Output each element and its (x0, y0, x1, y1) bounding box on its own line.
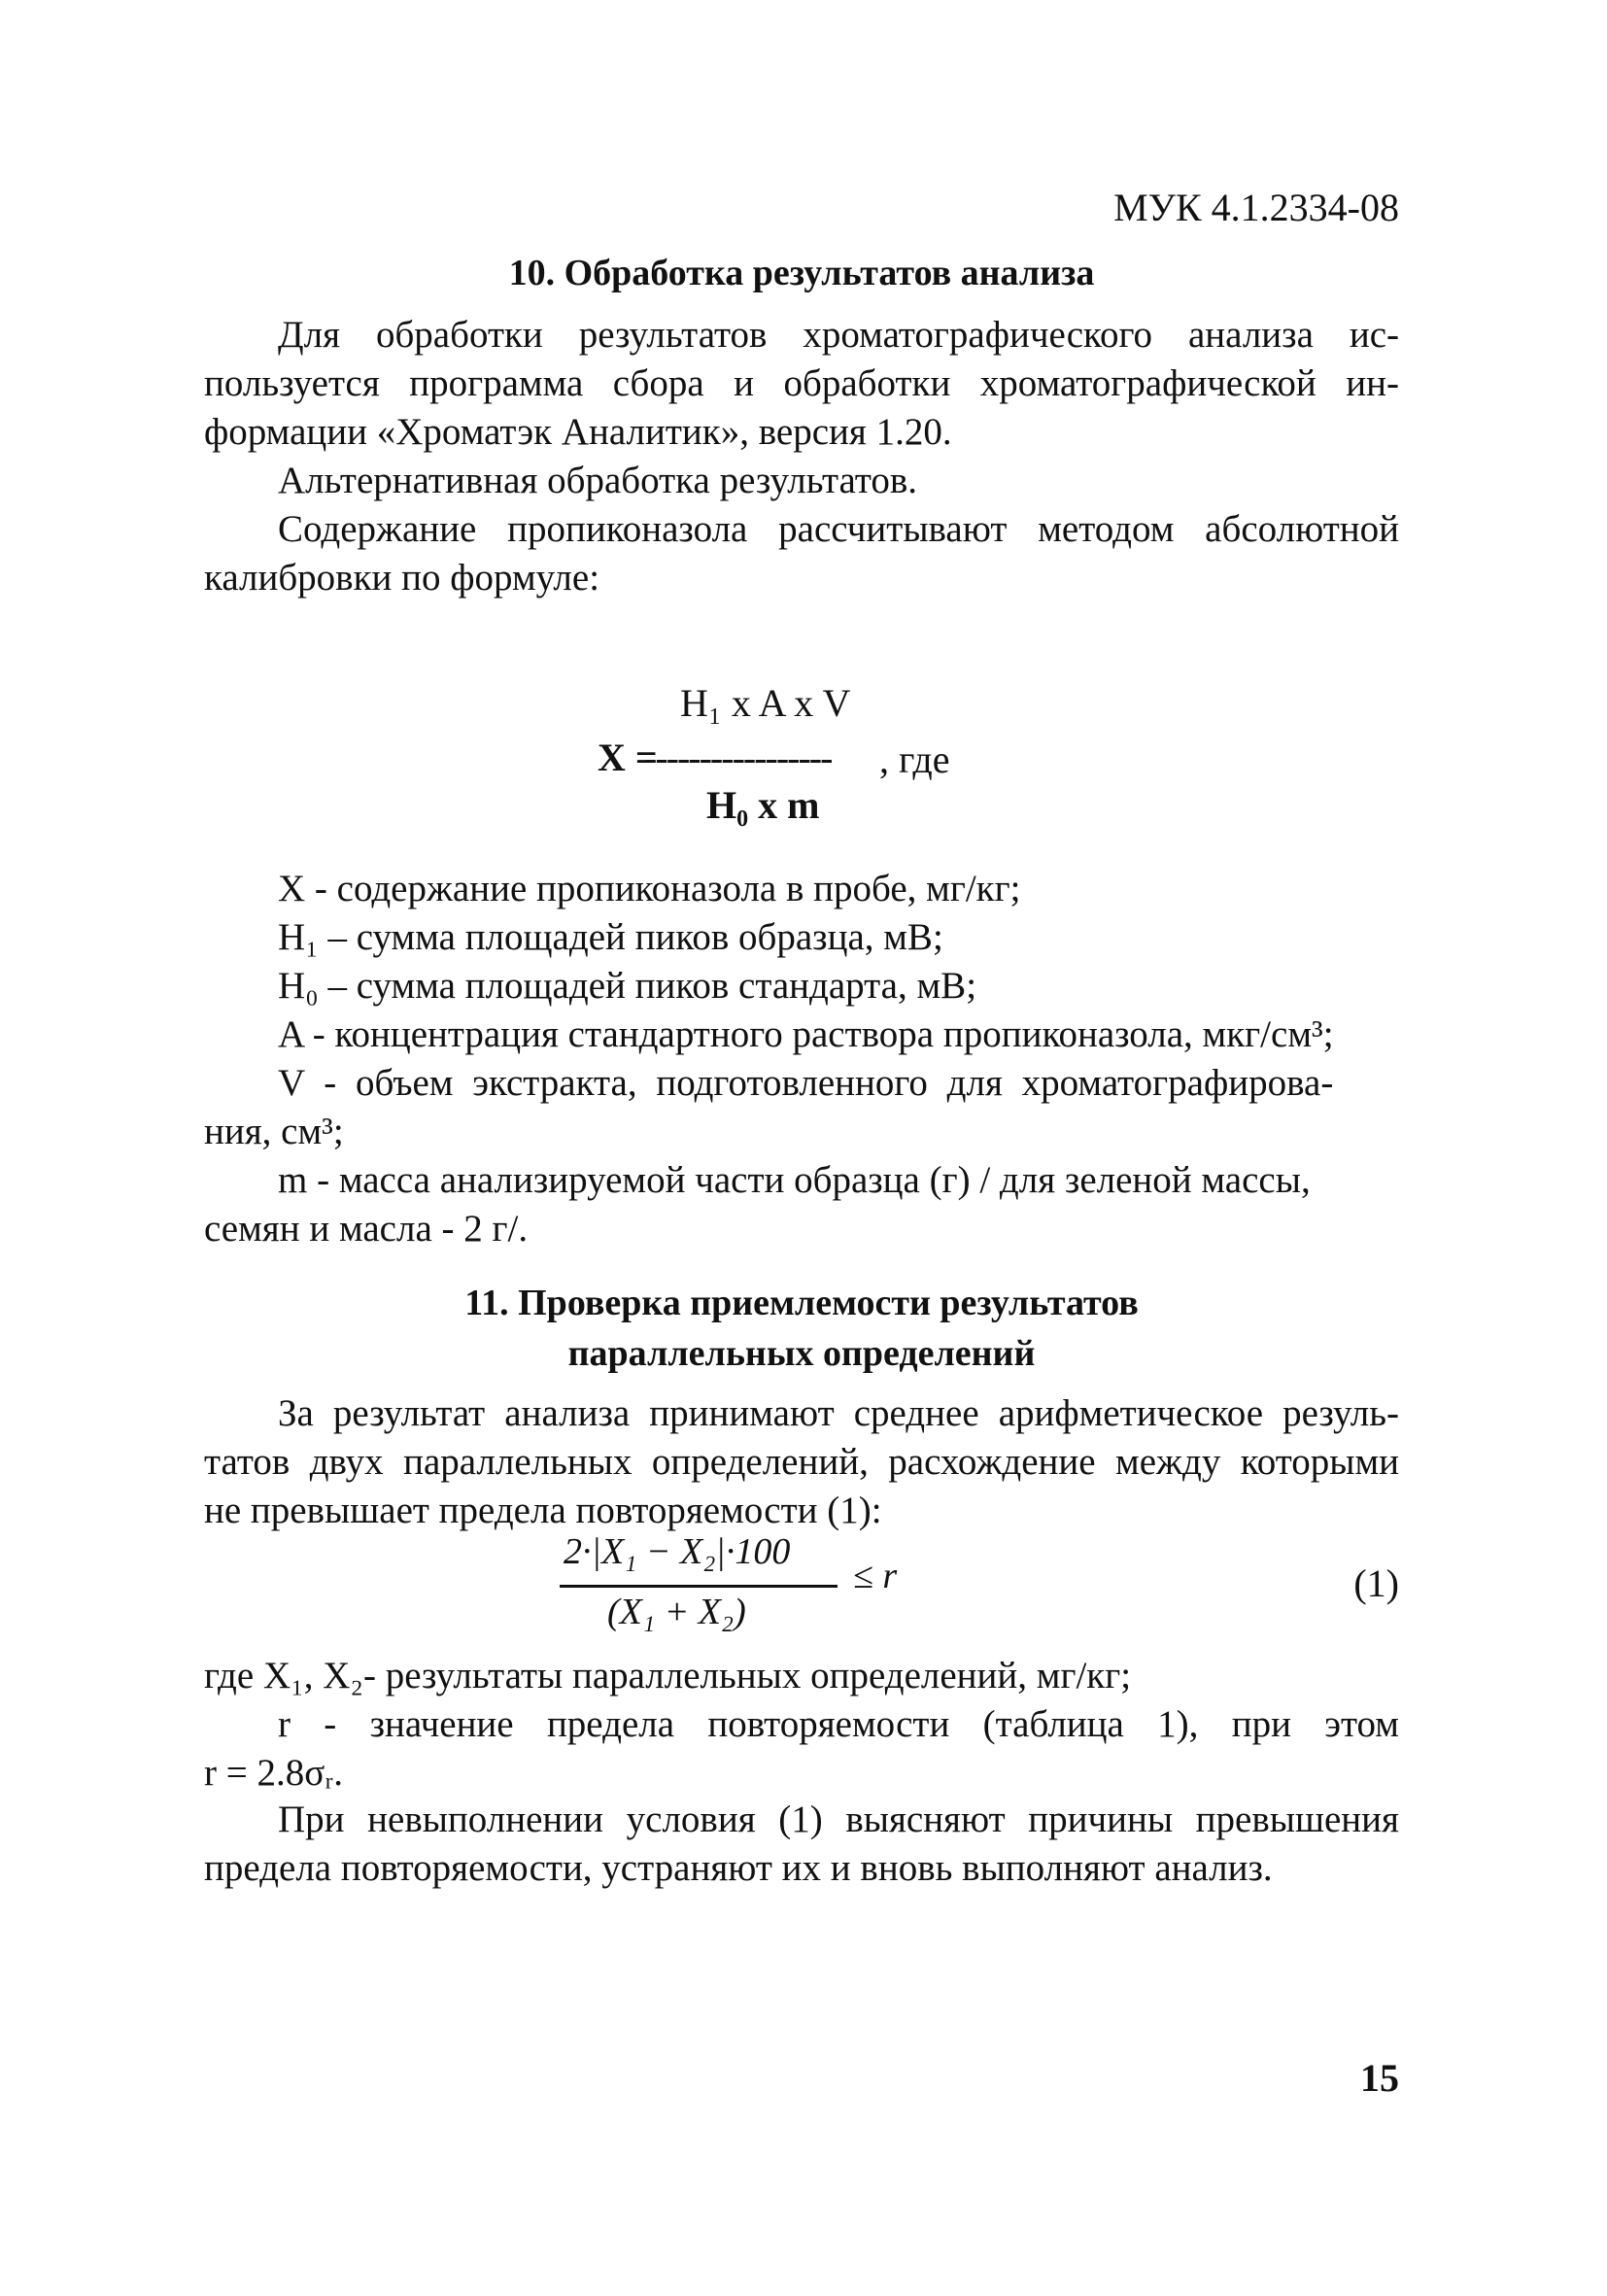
formula-denominator: H₀ x m (706, 783, 820, 827)
formula-denominator: (X₁ + X₂) (607, 1592, 746, 1632)
section-10-paragraph-2 (204, 457, 1399, 505)
section-10-title: 10. Обработка результатов анализа (508, 253, 1095, 293)
formula-lhs: X = (598, 736, 658, 779)
text-line: За результат анализа принимают среднее арифметическое резуль- (278, 1392, 1399, 1434)
definition-line: ния, см³; (204, 1111, 344, 1152)
variable-definitions (204, 865, 1399, 1253)
definition-line: семян и масла - 2 г/. (204, 1208, 529, 1250)
text-line: При невыполнении условия (1) выясняют причины превышения (278, 1799, 1399, 1840)
page-number: 15 (1360, 2056, 1399, 2100)
repeatability-formula (554, 1530, 845, 1647)
section-10-paragraph-1 (204, 311, 1399, 457)
definition-line: H₁ – сумма площадей пиков образца, мВ; (278, 916, 943, 958)
calibration-formula (564, 680, 1049, 845)
text-line: пользуется программа сбора и обработки хроматографической ин- (204, 362, 1399, 404)
formula-rhs: ≤ r (853, 1556, 898, 1596)
definition-line: m - масса анализируемой части образца (г) / для зеленой массы, (278, 1159, 1311, 1201)
formula-fraction-bar (560, 1585, 838, 1588)
section-11-paragraph-1 (204, 1389, 1399, 1535)
text-line: r - значение предела повторяемости (таблица 1), при этом (278, 1703, 1399, 1745)
document-code: МУК 4.1.2334-08 (1113, 186, 1399, 229)
formula-numerator: 2·|X₁ − X₂|·100 (564, 1531, 791, 1572)
section-10-paragraph-3 (204, 505, 1399, 602)
text-line: татов двух параллельных определений, расхождение между которыми (204, 1441, 1399, 1483)
text-line: Альтернативная обработка результатов. (278, 460, 918, 501)
text-line: Содержание пропиконазола рассчитывают методом абсолютной (278, 508, 1399, 550)
formula-numerator: H₁ x A x V (680, 681, 851, 725)
definition-line: X - содержание пропиконазола в пробе, мг/кг; (278, 868, 1021, 909)
definition-line: A - концентрация стандартного раствора пропиконазола, мкг/см³; (278, 1013, 1334, 1055)
text-line: формации «Хроматэк Аналитик», версия 1.20. (204, 411, 952, 453)
section-11-paragraph-2 (204, 1796, 1399, 1893)
definition-line: H₀ – сумма площадей пиков стандарта, мВ; (278, 965, 977, 1007)
formula-where: , где (879, 737, 950, 781)
text-line: калибровки по формуле: (204, 557, 600, 599)
section-11-title-line-2: параллельных определений (567, 1333, 1036, 1374)
text-line: Для обработки результатов хроматографического анализа ис- (278, 314, 1399, 356)
formula-fraction-bar: ----------------- (644, 736, 832, 779)
section-11-title-line-1: 11. Проверка приемлемости результатов (464, 1283, 1139, 1323)
definition-line: V - объем экстракта, подготовленного для хроматографирова- (278, 1062, 1334, 1104)
section-11-title (204, 1278, 1399, 1379)
text-line: где X₁, X₂- результаты параллельных определений, мг/кг; (204, 1655, 1132, 1696)
formula-number: (1) (1353, 1561, 1399, 1605)
section-11-where (204, 1652, 1399, 1798)
text-line: r = 2.8σᵣ. (204, 1752, 343, 1794)
text-line: не превышает предела повторяемости (1): (204, 1490, 882, 1531)
text-line: предела повторяемости, устраняют их и вновь выполняют анализ. (204, 1847, 1273, 1889)
